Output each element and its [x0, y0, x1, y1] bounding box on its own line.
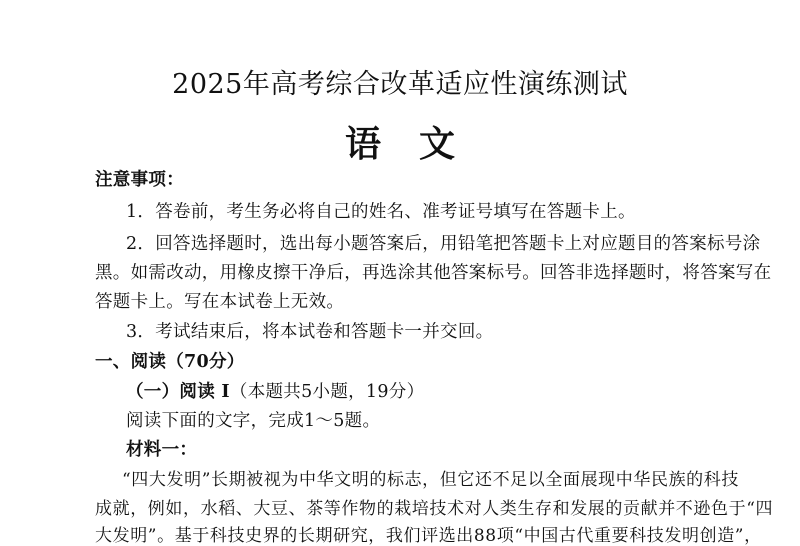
exam-title: 2025年高考综合改革适应性演练测试	[172, 69, 628, 100]
material-label: 材料一：	[126, 440, 198, 460]
notes-item-1: 1．答卷前，考生务必将自己的姓名、准考证号填写在答题卡上。	[126, 202, 636, 222]
notes-heading: 注意事项：	[95, 170, 184, 190]
notes-item-2-line-2: 黑。如需改动，用橡皮擦干净后，再选涂其他答案标号。回答非选择题时，将答案写在	[95, 263, 772, 283]
notes-item-2-line-1: 2．回答选择题时，选出每小题答案后，用铅笔把答题卡上对应题目的答案标号涂	[126, 234, 761, 254]
part-heading	[126, 378, 424, 403]
material-line-3: 大发明”。基于科技史界的长期研究，我们评选出88项“中国古代重要科技发明创造”，	[95, 526, 762, 546]
subject-title: 语文	[344, 123, 493, 165]
section-heading: 一、阅读（70分）	[95, 352, 245, 372]
material-line-1: “四大发明”长期被视为中华文明的标志，但它还不足以全面展现中华民族的科技	[122, 470, 739, 490]
part-detail: （本题共5小题，19分）	[229, 382, 425, 402]
part-label: （一）阅读 I	[126, 382, 230, 402]
reading-instruction: 阅读下面的文字，完成1～5题。	[126, 411, 381, 431]
notes-item-3: 3．考试结束后，将本试卷和答题卡一并交回。	[126, 322, 494, 342]
notes-item-2-line-3: 答题卡上。写在本试卷上无效。	[95, 292, 345, 312]
material-line-2: 成就，例如，水稻、大豆、茶等作物的栽培技术对人类生存和发展的贡献并不逊色于“四	[95, 499, 774, 519]
